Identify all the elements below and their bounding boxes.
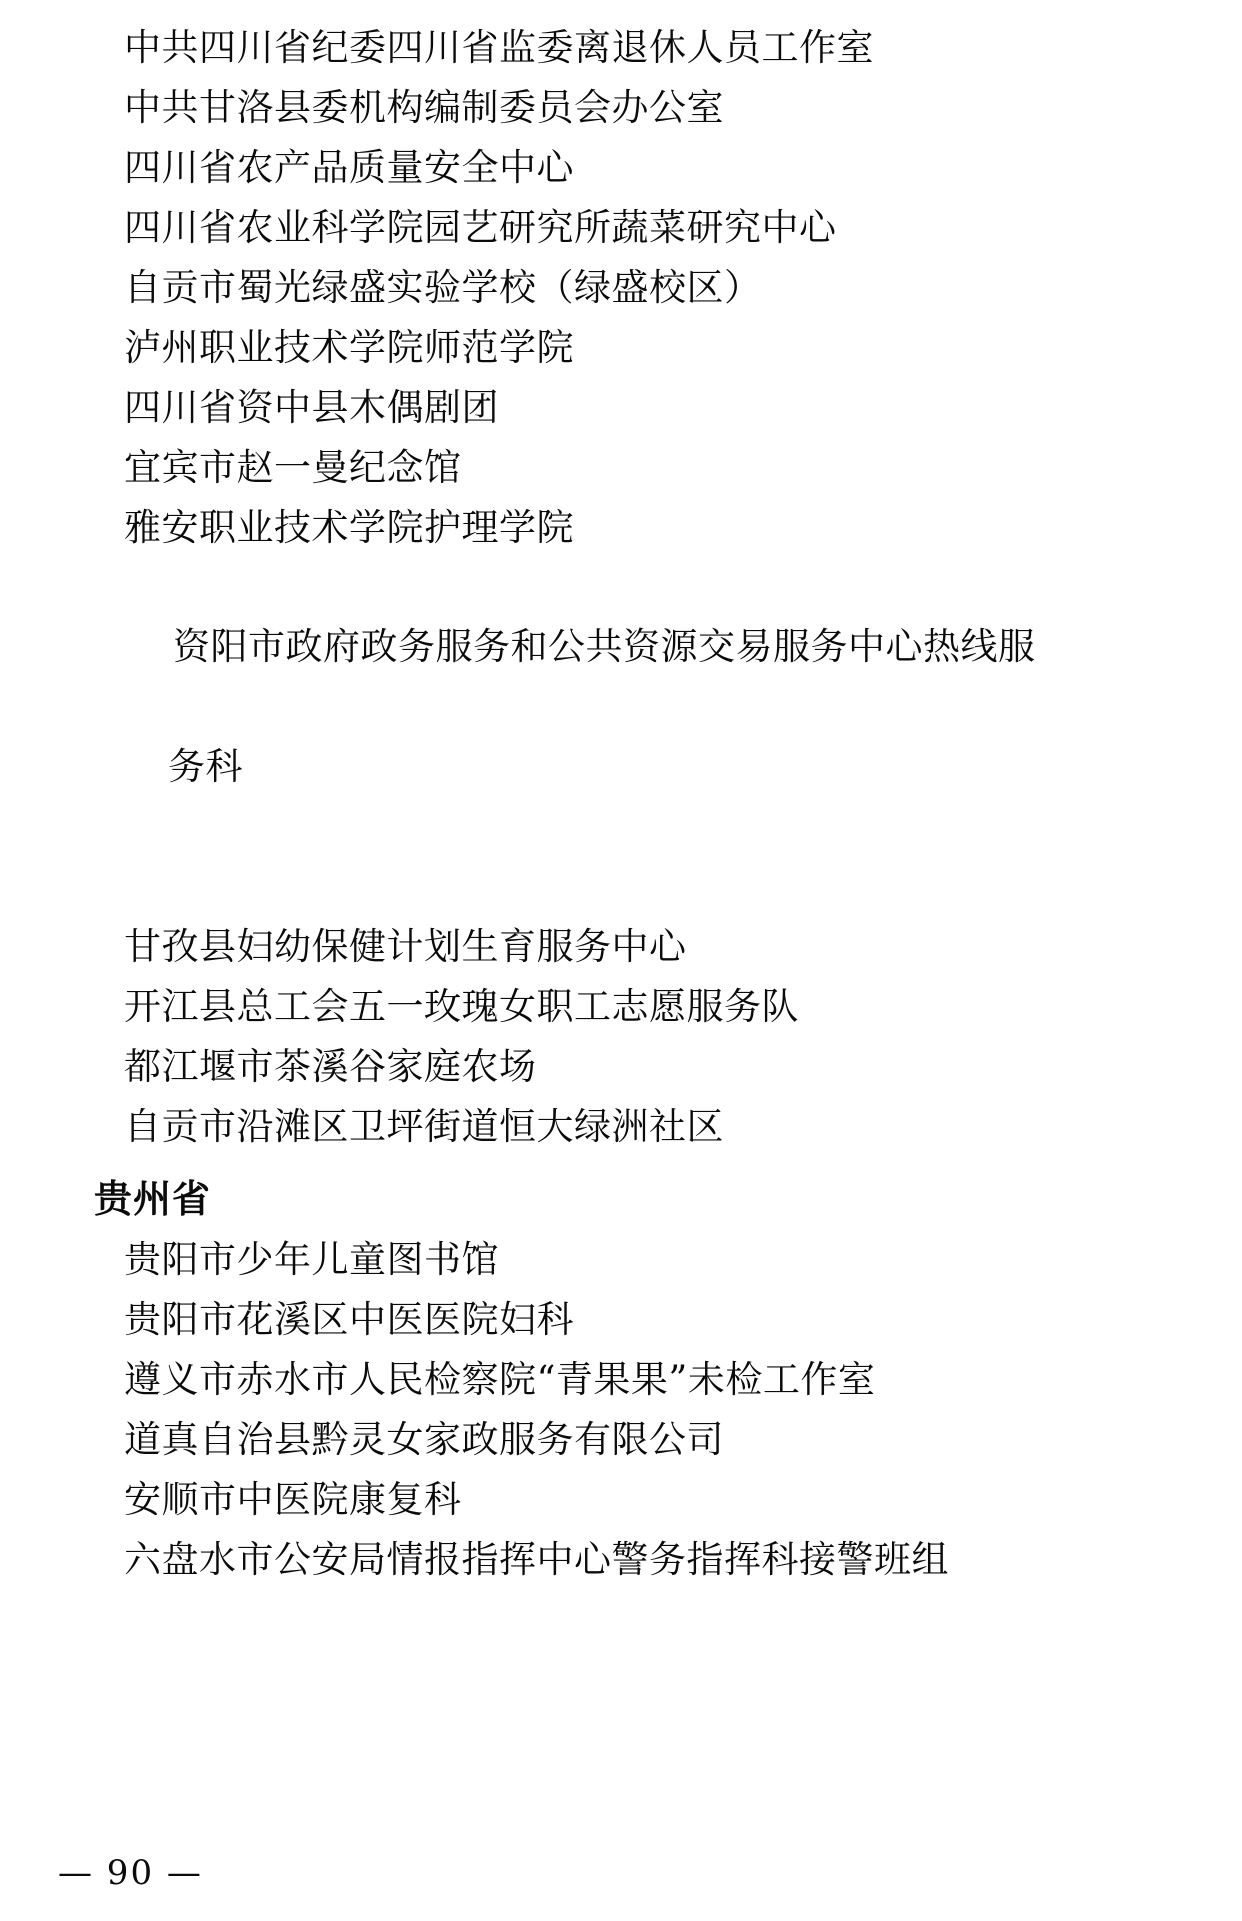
list-item: 四川省资中县木偶剧团 bbox=[124, 385, 499, 429]
list-item: 自贡市蜀光绿盛实验学校（绿盛校区） bbox=[124, 265, 762, 309]
list-item: 遵义市赤水市人民检察院“青果果”未检工作室 bbox=[124, 1358, 876, 1402]
list-item-wrapped bbox=[118, 557, 1122, 917]
list-item: 四川省农业科学院园艺研究所蔬菜研究中心 bbox=[124, 205, 837, 249]
list-item: 泸州职业技术学院师范学院 bbox=[124, 325, 574, 369]
list-item: 甘孜县妇幼保健计划生育服务中心 bbox=[124, 925, 687, 969]
list-item: 四川省农产品质量安全中心 bbox=[124, 145, 574, 189]
spacer bbox=[118, 1157, 1122, 1163]
list-item: 中共四川省纪委四川省监委离退休人员工作室 bbox=[124, 26, 874, 69]
list-item: 宜宾市赵一曼纪念馆 bbox=[124, 445, 462, 489]
list-item-line-1: 资阳市政府政务服务和公共资源交易服务中心热线服 bbox=[173, 625, 1036, 669]
list-item: 贵阳市少年儿童图书馆 bbox=[124, 1238, 499, 1282]
list-item: 开江县总工会五一玫瑰女职工志愿服务队 bbox=[124, 985, 799, 1028]
list-item: 都江堰市茶溪谷家庭农场 bbox=[124, 1044, 537, 1088]
list-item: 自贡市沿滩区卫坪街道恒大绿洲社区 bbox=[124, 1104, 724, 1148]
list-item: 六盘水市公安局情报指挥中心警务指挥科接警班组 bbox=[124, 1538, 949, 1582]
list-item-line-2: 务科 bbox=[168, 745, 243, 789]
list-item: 贵阳市花溪区中医医院妇科 bbox=[124, 1298, 574, 1342]
section-heading-guizhou: 贵州省 bbox=[94, 1176, 212, 1221]
list-item: 安顺市中医院康复科 bbox=[124, 1478, 462, 1522]
list-item: 中共甘洛县委机构编制委员会办公室 bbox=[124, 85, 724, 129]
list-item: 道真自治县黔灵女家政服务有限公司 bbox=[124, 1418, 724, 1462]
page-number: — 90 — bbox=[58, 1853, 203, 1893]
list-item: 雅安职业技术学院护理学院 bbox=[124, 505, 574, 549]
